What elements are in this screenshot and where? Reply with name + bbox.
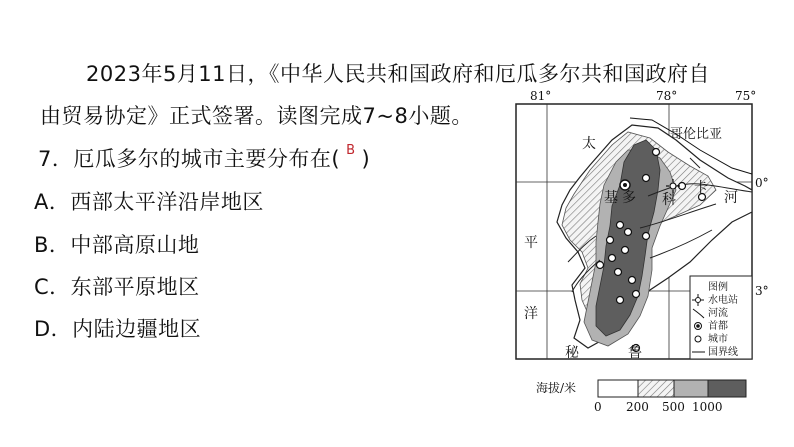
- capital-marker: [620, 180, 630, 190]
- label-he: 河: [724, 190, 738, 206]
- answer-mark: B: [346, 143, 356, 158]
- elevation-tick-500: 500: [662, 400, 685, 414]
- legend-title: 图例: [708, 282, 728, 293]
- legend-hydropower: 水电站: [708, 295, 738, 306]
- legend-city: 城市: [708, 334, 728, 345]
- legend-capital-icon: [695, 323, 702, 330]
- label-ji: 基: [604, 190, 618, 206]
- city: [633, 291, 640, 298]
- elevation-tick-0: 0: [594, 400, 602, 414]
- legend-border: 国界线: [708, 347, 738, 358]
- legend-capital: 首都: [708, 321, 728, 332]
- elevation-label: 海拔/米: [536, 381, 577, 395]
- city: [643, 175, 650, 182]
- label-ka: 卡: [694, 180, 708, 196]
- lon-label-78: 78°: [656, 89, 678, 103]
- label-bi: 秘: [565, 345, 579, 361]
- option-c[interactable]: C．东部平原地区: [34, 275, 200, 299]
- option-d[interactable]: D．内陆边疆地区: [34, 317, 202, 341]
- city: [643, 233, 650, 240]
- city: [617, 297, 624, 304]
- lon-label-81: 81°: [530, 89, 552, 103]
- option-b[interactable]: B．中部高原山地: [34, 233, 200, 257]
- legend-city-icon: [695, 336, 701, 342]
- question-text: 7．厄瓜多尔的城市主要分布在(: [38, 147, 341, 171]
- option-a[interactable]: A．西部太平洋沿岸地区: [34, 190, 264, 214]
- intro-line-1: 2023年5月11日，《中华人民共和国政府和厄瓜多尔共和国政府自: [86, 62, 711, 86]
- intro-line-2: 由贸易协定》正式签署。读图完成7~8小题。: [40, 104, 473, 128]
- elevation-scale: [598, 380, 746, 397]
- label-ping: 平: [524, 235, 538, 251]
- lat-label-3: 3°: [755, 284, 769, 298]
- city: [597, 262, 604, 269]
- label-yang: 洋: [524, 306, 538, 322]
- city: [615, 269, 622, 276]
- elevation-tick-200: 200: [626, 400, 649, 414]
- lon-label-75: 75°: [735, 89, 757, 103]
- label-colombia: 哥伦比亚: [670, 127, 723, 142]
- label-tai: 太: [582, 136, 596, 152]
- lat-label-0: 0°: [755, 176, 769, 190]
- elevation-tick-1000: 1000: [692, 400, 723, 414]
- city: [622, 247, 629, 254]
- label-ke: 科: [662, 192, 676, 208]
- city: [625, 229, 632, 236]
- legend-river: 河流: [708, 308, 728, 319]
- label-lu: 鲁: [628, 345, 642, 361]
- city: [629, 277, 636, 284]
- city: [607, 237, 614, 244]
- city: [609, 255, 616, 262]
- city: [617, 222, 624, 229]
- label-duo: 多: [622, 190, 636, 206]
- city: [653, 149, 660, 156]
- question-close: ): [361, 147, 371, 171]
